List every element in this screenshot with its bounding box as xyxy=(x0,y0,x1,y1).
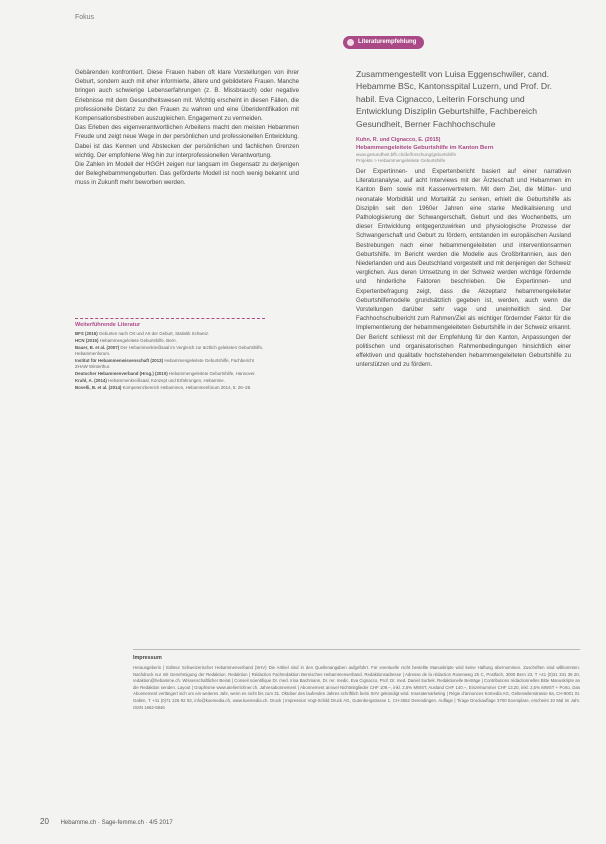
literature-text: Hebammengeleitete Geburtshilfe, Bern. xyxy=(99,338,177,343)
literature-entry xyxy=(75,358,265,370)
divider xyxy=(75,318,265,319)
literature-text: Der Hebammenkreißsaal im Vergleich zur ärztlich geleiteten Geburtshilfe, Hebammenforum. xyxy=(75,345,264,356)
literature-entry xyxy=(75,385,265,391)
literature-author: Institut für Hebammenwissenschaft (2013) xyxy=(75,358,164,363)
book-review-text: Der Expertinnen- und Expertenbericht basiert auf einer narrativen Literaturanalyse, auf acht Interviews mit der Ärzteschaft und Hebammen im Kanton Bern sowie mit Kassenvertretern. Mit dem Ziel, die Mütter- und neonatale Morbidität und Mortalität zu senken, erhielt die Geburtshilfe als Disziplin seit den 1960er Jahren eine starke Medikalisierung und Pathologisierung der Schwangerschaft, Geburt und des Wochenbetts, um dieser Entwicklung entgegenzuwirken und physiologische Prozesse der Schwangerschaft und Geburt zu fördern, entstanden im europäischen Ausland Bestrebungen nach einer hebammengeleiteten und interventionsarmen Geburtshilfe. Im Bericht werden die Modelle aus Großbritannien, aus den Niederlanden und aus Deutschland vorgestellt und mit denjenigen der Schweiz verglichen. Aus deren Umsetzung in der Schweiz werden wichtige fördernde und hinderliche Faktoren beschrieben. Die Expertinnen- und Expertenbefragung zeigt, dass die Akzeptanz hebammengeleiteter Geburtshilfemodelle grundsätzlich gegeben ist, werden, auch wenn die Vorstellungen darüber sehr vage und uneinheitlich sind. Der Fachhochschulbericht zum Rahmen/Ziel als wichtiger fördernder Faktor für die Implementierung der hebammengeleiteten Geburtshilfe in der Schweiz erkannt. Der Bericht schliesst mit der Empfehlung für den Kanton, Anpassungen der politischen und organisatorischen Rahmenbedingungen hinsichtlich einer effektiven und qualitativ hochstehenden hebammengeleiteten Geburtshilfe zu unterstützen und zu fördern. xyxy=(356,168,571,369)
book-url-path: Projekte > Hebammengeleitete Geburtshilfe xyxy=(356,158,446,164)
literature-text: Kompetenzbereich Hebammen, Hebammenforum 2014, 5: 26–28. xyxy=(122,385,252,390)
book-url[interactable]: www.gesundheit.bfh.ch/de/forschung/geburtshilfe xyxy=(356,152,457,158)
impressum-title: Impressum xyxy=(133,655,162,661)
literature-text: Hebammengeleitete Geburtshilfe, Hannover. xyxy=(168,371,256,376)
literature-author: Deutscher Hebammenverband (Hrsg.) (2010) xyxy=(75,371,168,376)
literature-author: BFS (2016) xyxy=(75,331,98,336)
further-literature xyxy=(75,318,265,392)
page-footer xyxy=(40,817,173,826)
impressum-text: Herausgeberin | Editeur Schweizerischer Hebammenverband (SHV) Die Artikel sind in den Quellenangaben aufgeführt. Für eventuelle nicht bestellte Manuskripte wird keine Haftung übernommen. Zuschriften sind willkommen. Nachdruck nur mit Genehmigung der Redaktion. Redaktion | Rédaction Fachredaktion Bernisches Hebammenverband. Redaktionsadresse | Adresse de la rédaction Rosenweg 25 C, Postfach, 3000 Bern 23, T +41 (0)31 331 35 20, redaktion@hebamme.ch. Wissenschaftlicher Beirat | Conseil scientifique Dr. med. Irina Bachmann, Dr. rer. medic. Eva Cignacco, Prof. Dr. med. Daniel Surbek. Redaktionelle Beiträge | Contributions rédactionnelles Bitte Manuskripte an die Redaktion senden. Layout | Graphisme www.atelierrichner.ch. Jahresabonnement | Abonnement annuel Nichtmitglieder CHF 109.–, inkl. 2,5% MWST, Ausland CHF 140.–, Einzelnummer CHF 13.20, inkl. 2,5% MWST + Porto. Das Abonnement verlängert sich um ein weiteres Jahr, wenn es nicht bis zum 31. Oktober des laufenden Jahres schriftlich beim SHV gekündigt wird. Inseratemarketing | Régie d'annonces Kömedia AG, Geltenwilenstrasse 8a, CH-9001 St. Gallen, T +41 (0)71 226 92 92, info@koemedia.ch, www.koemedia.ch. Druck | Impression Vogt-Schild Druck AG, Gutenbergstrasse 1, CH-4552 Derendingen. Auflage | Tirage Druckauflage 3700 Exemplare, erscheint 10 Mal im Jahr. ISSN 1662-5846 xyxy=(133,665,580,710)
section-tag: Fokus xyxy=(75,14,95,21)
literature-recommendation-tag xyxy=(343,36,424,49)
literature-author: Krahl, A. (2014) xyxy=(75,378,107,383)
literature-title: Weiterführende Literatur xyxy=(75,322,141,328)
compiled-by-intro: Zusammengestellt von Luisa Eggenschwiler, cand. Hebamme BSc, Kantonsspital Luzern, und Prof. Dr. habil. Eva Cignacco, Leiterin Forschung und Entwicklung Disziplin Geburtshilfe, Fachbereich Gesundheit, Berner Fachhochschule xyxy=(356,69,552,129)
paragraph: Gebärenden konfrontiert. Diese Frauen haben oft klare Vorstellungen von ihrer Geburt, sondern auch mit eher informierte, ältere und gebildetere Frauen. Manche bringen auch schwierige Lebenserfahrungen (z. B. Missbrauch) oder negative Erlebnisse mit dem Gesundheitswesen mit. Wichtig erscheint in diesen Fällen, die professionelle Distanz zu den Frauen zu wahren und eine Überidentifikation mit Kompensationsbestreben auszugleichen. Engagement zu vermeiden. xyxy=(75,69,299,123)
tag-label: Literaturempfehlung xyxy=(358,39,417,45)
issue-number: 4/5 2017 xyxy=(149,820,173,826)
page-number: 20 xyxy=(40,817,49,826)
literature-author: HCN (2015) xyxy=(75,338,99,343)
book-subtitle: Hebammengeleitete Geburtshilfe im Kanton Bern xyxy=(356,145,494,152)
literature-entry xyxy=(75,345,265,357)
literature-author: Bauer, B. et al. (2007) xyxy=(75,345,120,350)
left-column-text xyxy=(75,68,299,188)
footer-separator: · xyxy=(145,820,150,826)
literature-text: Hebammengeleitete Geburtshilfe, Fachbericht ZHAW Winterthur. xyxy=(75,358,254,369)
paragraph: Die Zahlen im Modell der HGGH zeigen nur langsam im Gegensatz zu derjenigen der Beleghebammengeburten. Das geförderte Modell ist noch wenig bekannt und muss in Zukunft mehr beworben werden. xyxy=(75,161,299,187)
literature-text: Geburten nach Ort und Art der Geburt, Statistik Schweiz. xyxy=(98,331,210,336)
literature-entry xyxy=(75,371,265,377)
publication-name: Hebamme.ch · Sage-femme.ch xyxy=(60,820,144,826)
literature-author: Bovelli, B. et al. (2014) xyxy=(75,385,122,390)
impressum xyxy=(133,649,580,711)
divider xyxy=(133,649,580,650)
literature-text: Hebammenkreißsaal, Konzept und Erfahrungen, Hebamme. xyxy=(108,378,225,383)
right-column xyxy=(356,68,571,370)
literature-entry xyxy=(75,378,265,384)
tag-dot-icon xyxy=(347,39,354,46)
left-column xyxy=(75,68,299,188)
literature-entry xyxy=(75,338,265,344)
literature-entry xyxy=(75,331,265,337)
paragraph: Das Erleben des eigenverantwortlichen Arbeitens macht den meisten Hebammen Freude und zeigt neue Wege in der persönlichen und professionellen Entwicklung. Dabei ist das Kennen und Abstecken der persönlichen und fachlichen Grenzen wichtig. Der empfohlene Weg hin zur interprofessionellen Verantwortung. xyxy=(75,124,299,159)
book-title: Kuhn, R. und Cignacco, E. (2015) xyxy=(356,137,441,144)
